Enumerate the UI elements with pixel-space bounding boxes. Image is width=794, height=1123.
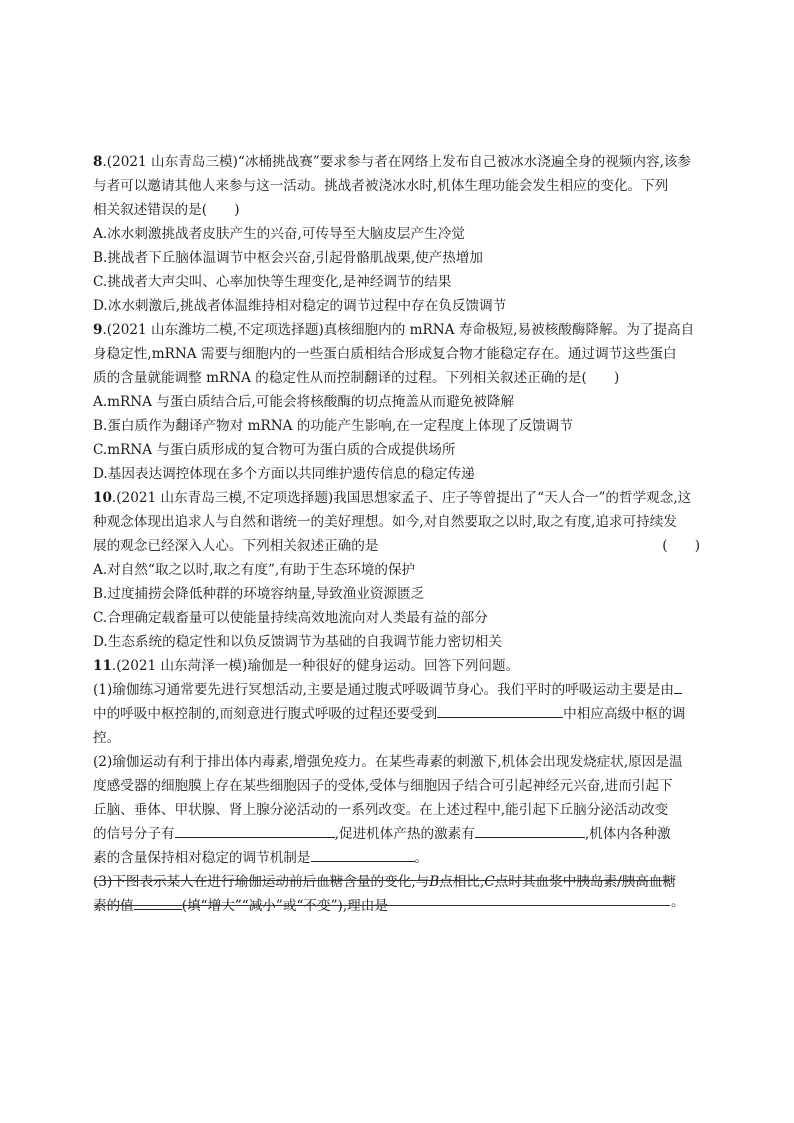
point-b-label: B <box>429 874 440 890</box>
q9-stem-3: 质的含量就能调整 mRNA 的稳定性从而控制翻译的过程。下列相关叙述正确的是( ) <box>93 370 620 386</box>
q11-p2-text-4a: 的信号分子有 <box>93 826 175 842</box>
q10-stem-1: 我国思想家孟子、庄子等曾提出了“天人合一”的哲学观念,这 <box>333 490 692 506</box>
q11-p1-text-2: 中的呼吸中枢控制的,而刻意进行腹式呼吸的过程还要受到 <box>93 706 438 722</box>
q9-source: .(2021 山东潍坊二模,不定项选择题) <box>102 322 324 338</box>
q8-option-b: B.挑战者下丘脑体温调节中枢会兴奋,引起骨骼肌战栗,使产热增加 <box>93 250 483 266</box>
q11-p3-line-1 <box>93 870 700 894</box>
q10-stem-2: 种观念体现出追求人与自然和谐统一的美好理想。如今,对自然要取之以时,取之有度,追求可持续发 <box>93 514 677 530</box>
q11-p2-line-2: 度感受器的细胞膜上存在某些细胞因子的受体,受体与细胞因子结合可引起神经元兴奋,进而引起下 <box>93 778 673 794</box>
q10-stem-3-text: 展的观念已经深入人心。下列相关叙述正确的是 <box>93 538 379 554</box>
answer-blank[interactable] <box>311 846 415 862</box>
q11-p3-text-1c: 点时其血浆中胰岛素/胰高血糖 <box>494 874 677 890</box>
q10-number: 10 <box>93 490 112 506</box>
q11-number: 11 <box>93 658 112 674</box>
q11-p1-line-3: 控。 <box>93 730 121 746</box>
q10-option-d: D.生态系统的稳定性和以负反馈调节为基础的自我调节能力密切相关 <box>93 634 502 650</box>
q11-p1-text-2b: 中相应高级中枢的调 <box>563 706 686 722</box>
q9-option-d: D.基因表达调控体现在多个方面以共同维护遗传信息的稳定传递 <box>93 466 475 482</box>
answer-blank[interactable] <box>134 894 182 910</box>
q9-option-c: C.mRNA 与蛋白质形成的复合物可为蛋白质的合成提供场所 <box>93 442 456 458</box>
q11-p2-text-5a: 素的含量保持相对稳定的调节机制是 <box>93 850 311 866</box>
q11-p2-line-1: (2)瑜伽运动有利于排出体内毒素,增强免疫力。在某些毒素的刺激下,机体会出现发烧症状,原因是温 <box>93 754 683 770</box>
end-period: 。 <box>671 894 685 910</box>
point-c-label: C <box>484 874 495 890</box>
answer-blank[interactable] <box>475 822 585 838</box>
q9-number: 9 <box>93 322 103 338</box>
q8-line-1 <box>93 150 700 174</box>
q9-option-b: B.蛋白质作为翻译产物对 mRNA 的功能产生影响,在一定程度上体现了反馈调节 <box>93 418 573 434</box>
answer-line-2[interactable] <box>94 905 670 906</box>
q9-stem-2: 身稳定性,mRNA 需要与细胞内的一些蛋白质相结合形成复合物才能稳定存在。通过调节这些蛋白 <box>93 346 677 362</box>
q10-option-b: B.过度捕捞会降低种群的环境容纳量,导致渔业资源匮乏 <box>93 586 425 602</box>
q8-option-c: C.挑战者大声尖叫、心率加快等生理变化,是神经调节的结果 <box>93 274 452 290</box>
q11-source: .(2021 山东菏泽一模) <box>111 658 248 674</box>
q8-stem-3: 相关叙述错误的是( ) <box>93 202 240 218</box>
q11-p2-text-5b: 。 <box>414 850 429 866</box>
q10-source: .(2021 山东青岛三模,不定项选择题) <box>111 490 334 506</box>
document-page <box>93 150 700 918</box>
q9-option-a: A.mRNA 与蛋白质结合后,可能会将核酸酶的切点掩盖从而避免被降解 <box>93 394 515 410</box>
q11-line-1 <box>93 654 700 678</box>
q11-p3-line-2 <box>93 894 700 918</box>
q11-p3-text-2b: (填“增大”“减小”或“不变”),理由是 <box>181 898 388 914</box>
q11-p2-line-4 <box>93 822 700 846</box>
q10-line-1 <box>93 486 700 510</box>
q11-p3-text-2a: 素的值 <box>93 898 134 914</box>
q11-p2-line-5 <box>93 846 700 870</box>
q10-stem-3 <box>93 534 700 558</box>
answer-blank[interactable] <box>674 678 682 694</box>
q11-stem: 瑜伽是一种很好的健身运动。回答下列问题。 <box>247 658 520 674</box>
q11-p3-text-1a: (3)下图表示某人在进行瑜伽运动前后血糖含量的变化,与 <box>93 874 430 890</box>
q11-p2-line-3: 丘脑、垂体、甲状腺、肾上腺分泌活动的一系列改变。在上述过程中,能引起下丘脑分泌活动改变 <box>93 802 669 818</box>
q9-stem-1: 真核细胞内的 mRNA 寿命极短,易被核酸酶降解。为了提高自 <box>323 322 695 338</box>
q8-stem-2: 与者可以邀请其他人来参与这一活动。挑战者被浇冰水时,机体生理功能会发生相应的变化。下列 <box>93 178 669 194</box>
q8-stem-1: “冰桶挑战赛”要求参与者在网络上发布自己被冰水浇遍全身的视频内容,该参 <box>237 154 692 170</box>
q11-p1-line-1 <box>93 678 700 702</box>
q11-p2-text-4c: ,机体内各种激 <box>584 826 671 842</box>
q11-p2-text-4b: ,促进机体产热的激素有 <box>334 826 475 842</box>
answer-line-1[interactable] <box>94 880 670 881</box>
q8-option-d: D.冰水刺激后,挑战者体温维持相对稳定的调节过程中存在负反馈调节 <box>93 298 507 314</box>
q11-p1-text-1: (1)瑜伽练习通常要先进行冥想活动,主要是通过腹式呼吸调节身心。我们平时的呼吸运动主要是由 <box>93 682 674 698</box>
q11-p3-text-1b: 点相比, <box>439 874 485 890</box>
q8-source: .(2021 山东青岛三模) <box>102 154 238 170</box>
answer-blank[interactable] <box>437 702 563 718</box>
q9-line-1 <box>93 318 700 342</box>
answer-blank[interactable] <box>175 822 335 838</box>
q10-option-a: A.对自然“取之以时,取之有度”,有助于生态环境的保护 <box>93 562 416 578</box>
q11-p1-line-2 <box>93 702 700 726</box>
answer-paren: ( ) <box>662 538 700 554</box>
q8-number: 8 <box>93 154 103 170</box>
q8-option-a: A.冰水刺激挑战者皮肤产生的兴奋,可传导至大脑皮层产生冷觉 <box>93 226 465 242</box>
q10-option-c: C.合理确定载畜量可以使能量持续高效地流向对人类最有益的部分 <box>93 610 488 626</box>
